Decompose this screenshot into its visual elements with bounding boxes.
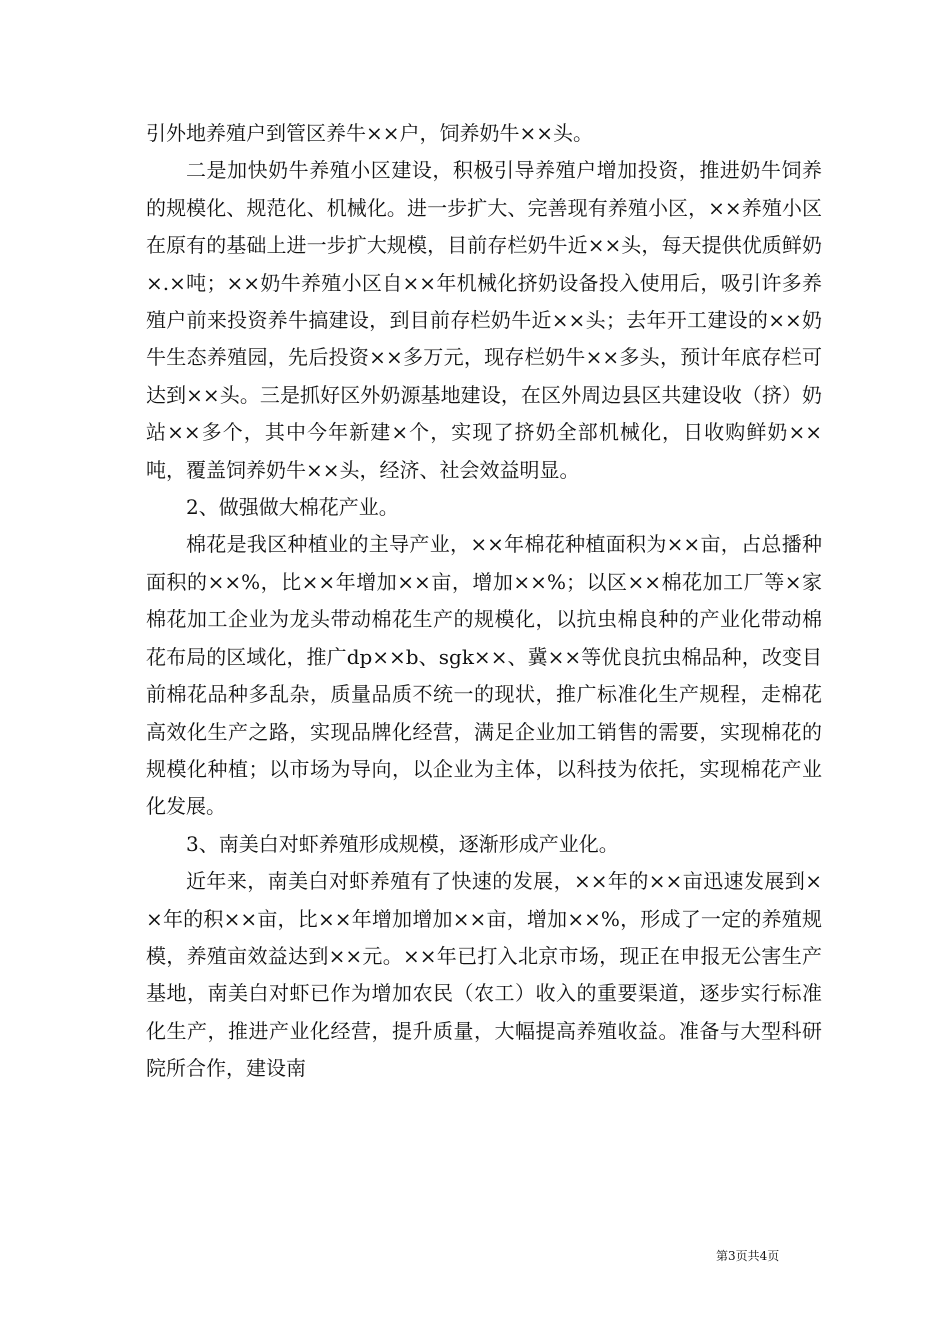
section-heading-shrimp: 3、南美白对虾养殖形成规模，逐渐形成产业化。	[186, 831, 619, 856]
paragraph-3: 棉花是我区种植业的主导产业，××年棉花种植面积为××亩，占总播种面积的××%，比××年增加××亩，增加××%；以区××棉花加工厂等×家棉花加工企业为龙头带动棉花生产的规模化，以抗虫棉良种的产业化带动棉花布局的区域化，推广dp××b、sgk××、冀××等优良抗虫棉品种，改变目前棉花品种多乱杂，质量品质不统一的现状，推广标准化生产规程，走棉花高效化生产之路，实现品牌化经营，满足企业加工销售的需要，实现棉花的规模化种植；以市场为导向，以企业为主体，以科技为依托，实现棉花产业化发展。	[146, 532, 822, 819]
page-number-footer: 第3页共4页	[716, 1249, 780, 1263]
paragraph-4: 近年来，南美白对虾养殖有了快速的发展，××年的××亩迅速发展到××年的积××亩，比××年增加增加××亩，增加××%，形成了一定的养殖规模，养殖亩效益达到××元。××年已打入北京市场，现正在申报无公害生产基地，南美白对虾已作为增加农民（农工）收入的重要渠道，逐步实行标准化生产，推进产业化经营，提升质量，大幅提高养殖收益。准备与大型科研院所合作，建设南	[146, 869, 822, 1081]
paragraph-1: 引外地养殖户到管区养牛××户，饲养奶牛××头。	[146, 121, 594, 145]
section-heading-cotton: 2、做强做大棉花产业。	[186, 495, 399, 520]
document-body	[146, 115, 822, 1088]
paragraph-2: 二是加快奶牛养殖小区建设，积极引导养殖户增加投资，推进奶牛饲养的规模化、规范化、机械化。进一步扩大、完善现有养殖小区，××养殖小区在原有的基础上进一步扩大规模，目前存栏奶牛近××头，每天提供优质鲜奶×.×吨；××奶牛养殖小区自××年机械化挤奶设备投入使用后，吸引许多养殖户前来投资养牛搞建设，到目前存栏奶牛近××头；去年开工建设的××奶牛生态养殖园，先后投资××多万元，现存栏奶牛××多头，预计年底存栏可达到××头。三是抓好区外奶源基地建设，在区外周边县区共建设收（挤）奶站××多个，其中今年新建×个，实现了挤奶全部机械化，日收购鲜奶××吨，覆盖饲养奶牛××头，经济、社会效益明显。	[146, 158, 822, 482]
